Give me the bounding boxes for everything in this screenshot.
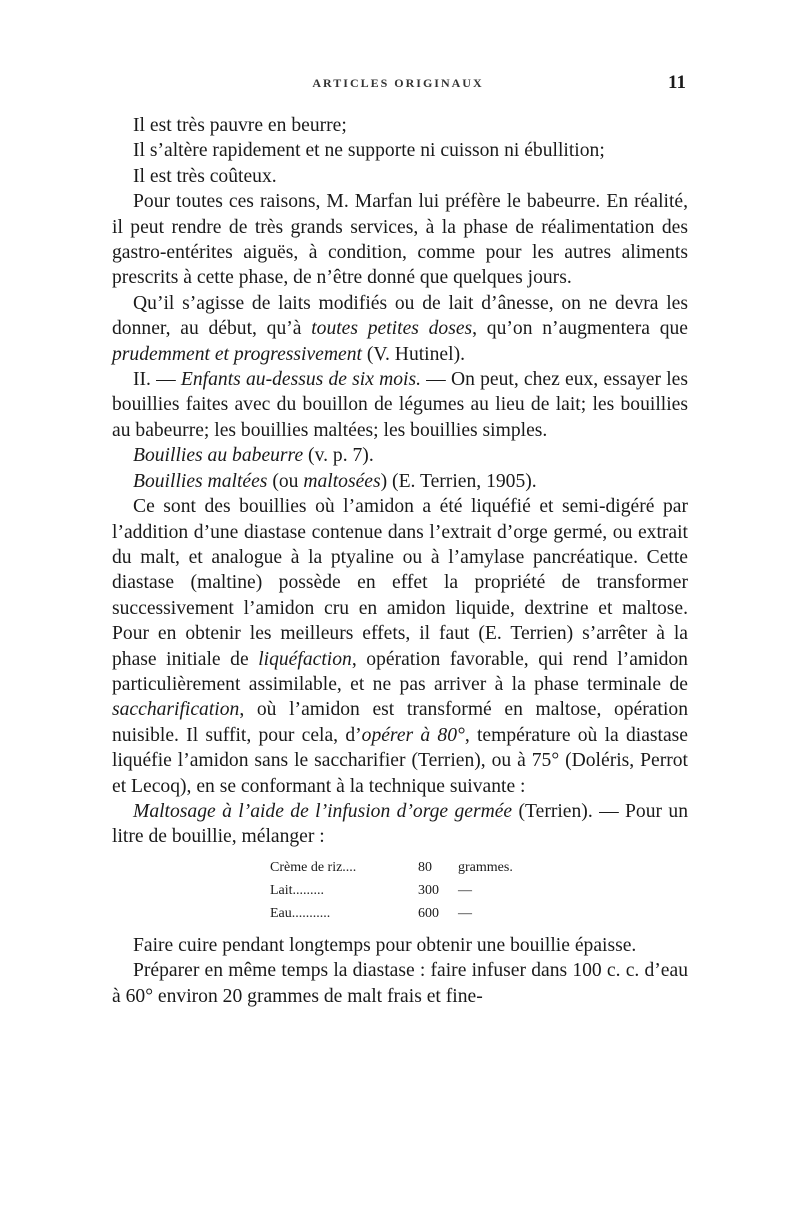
- recipe-quantity: 300: [418, 882, 439, 898]
- recipe-unit: —: [458, 882, 472, 898]
- paragraph-10: Maltosage à l’aide de l’infusion d’orge germée (Terrien). — Pour un litre de bouillie, mélanger :: [112, 800, 689, 848]
- recipe-table: [270, 856, 688, 925]
- recipe-unit: grammes.: [458, 859, 513, 875]
- running-header: [110, 72, 686, 100]
- paragraph-12: Préparer en même temps la diastase : faire infuser dans 100 c. c. d’eau à 60° environ 20 grammes de malt frais et fine-: [112, 960, 688, 1007]
- paragraph-3: Il est très coûteux.: [133, 165, 277, 187]
- recipe-ingredient: Eau...........: [270, 905, 331, 921]
- paragraph-6: II. — Enfants au-dessus de six mois. — On peut, chez eux, essayer les bouillies faites avec du bouillon de légumes au lieu de lait; les bouillies au babeurre; les bouillies maltées; les bouillies simples.: [112, 369, 688, 441]
- paragraph-2: Il s’altère rapidement et ne supporte ni cuisson ni ébullition;: [133, 140, 605, 162]
- paragraph-11: Faire cuire pendant longtemps pour obtenir une bouillie épaisse.: [133, 934, 637, 956]
- recipe-row: [270, 902, 688, 925]
- paragraph-7: Bouillies au babeurre (v. p. 7).: [133, 445, 374, 467]
- header-title: ARTICLES ORIGINAUX: [312, 76, 484, 90]
- section-heading: Enfants au-dessus de six mois.: [180, 369, 421, 391]
- paragraph-8: Bouillies maltées (ou maltosées) (E. Terrien, 1905).: [133, 470, 537, 492]
- page-number: 11: [668, 72, 686, 93]
- paragraph-5: Qu’il s’agisse de laits modifiés ou de lait d’ânesse, on ne devra les donner, au début, qu’à toutes petites doses, qu’on n’augmentera que prudemment et progressivement (V. Hutinel).: [112, 292, 688, 365]
- recipe-quantity: 600: [418, 905, 439, 921]
- recipe-row: [270, 879, 688, 902]
- paragraph-9: Ce sont des bouillies où l’amidon a été liquéfié et semi-digéré par l’addition d’une diastase contenue dans l’extrait d’orge germé, ou extrait du malt, et analogue à la ptyaline ou à l’amylase pancréatique. Cette diastase (maltine) possède en effet la propriété de transformer successivement l’amidon cru en amidon liquide, dextrine et maltose. Pour en obtenir les meilleurs effets, il faut (E. Terrien) s’arrêter à la phase initiale de liquéfaction, opération favorable, qui rend l’amidon particulièrement assimilable, et ne pas arriver à la phase terminale de saccharification, où l’amidon est transformé en maltose, opération nuisible. Il suffit, pour cela, d’opérer à 80°, température où la diastase liquéfie l’amidon sans le saccharifier (Terrien), ou à 75° (Doléris, Perrot et Lecoq), en se conformant à la technique suivante :: [112, 496, 688, 797]
- paragraph-1: Il est très pauvre en beurre;: [133, 115, 347, 136]
- recipe-quantity: 80: [418, 859, 432, 875]
- recipe-row: [270, 856, 688, 879]
- paragraph-4: Pour toutes ces raisons, M. Marfan lui préfère le babeurre. En réalité, il peut rendre de très grands services, à la phase de réalimentation des gastro-entérites aiguës, à condition, comme pour les autres aliments prescrits à cette phase, de n’être donné que quelques jours.: [112, 191, 688, 289]
- recipe-ingredient: Lait.........: [270, 882, 325, 898]
- recipe-ingredient: Crème de riz....: [270, 859, 357, 875]
- body-text: [112, 113, 688, 1009]
- recipe-unit: —: [458, 905, 472, 921]
